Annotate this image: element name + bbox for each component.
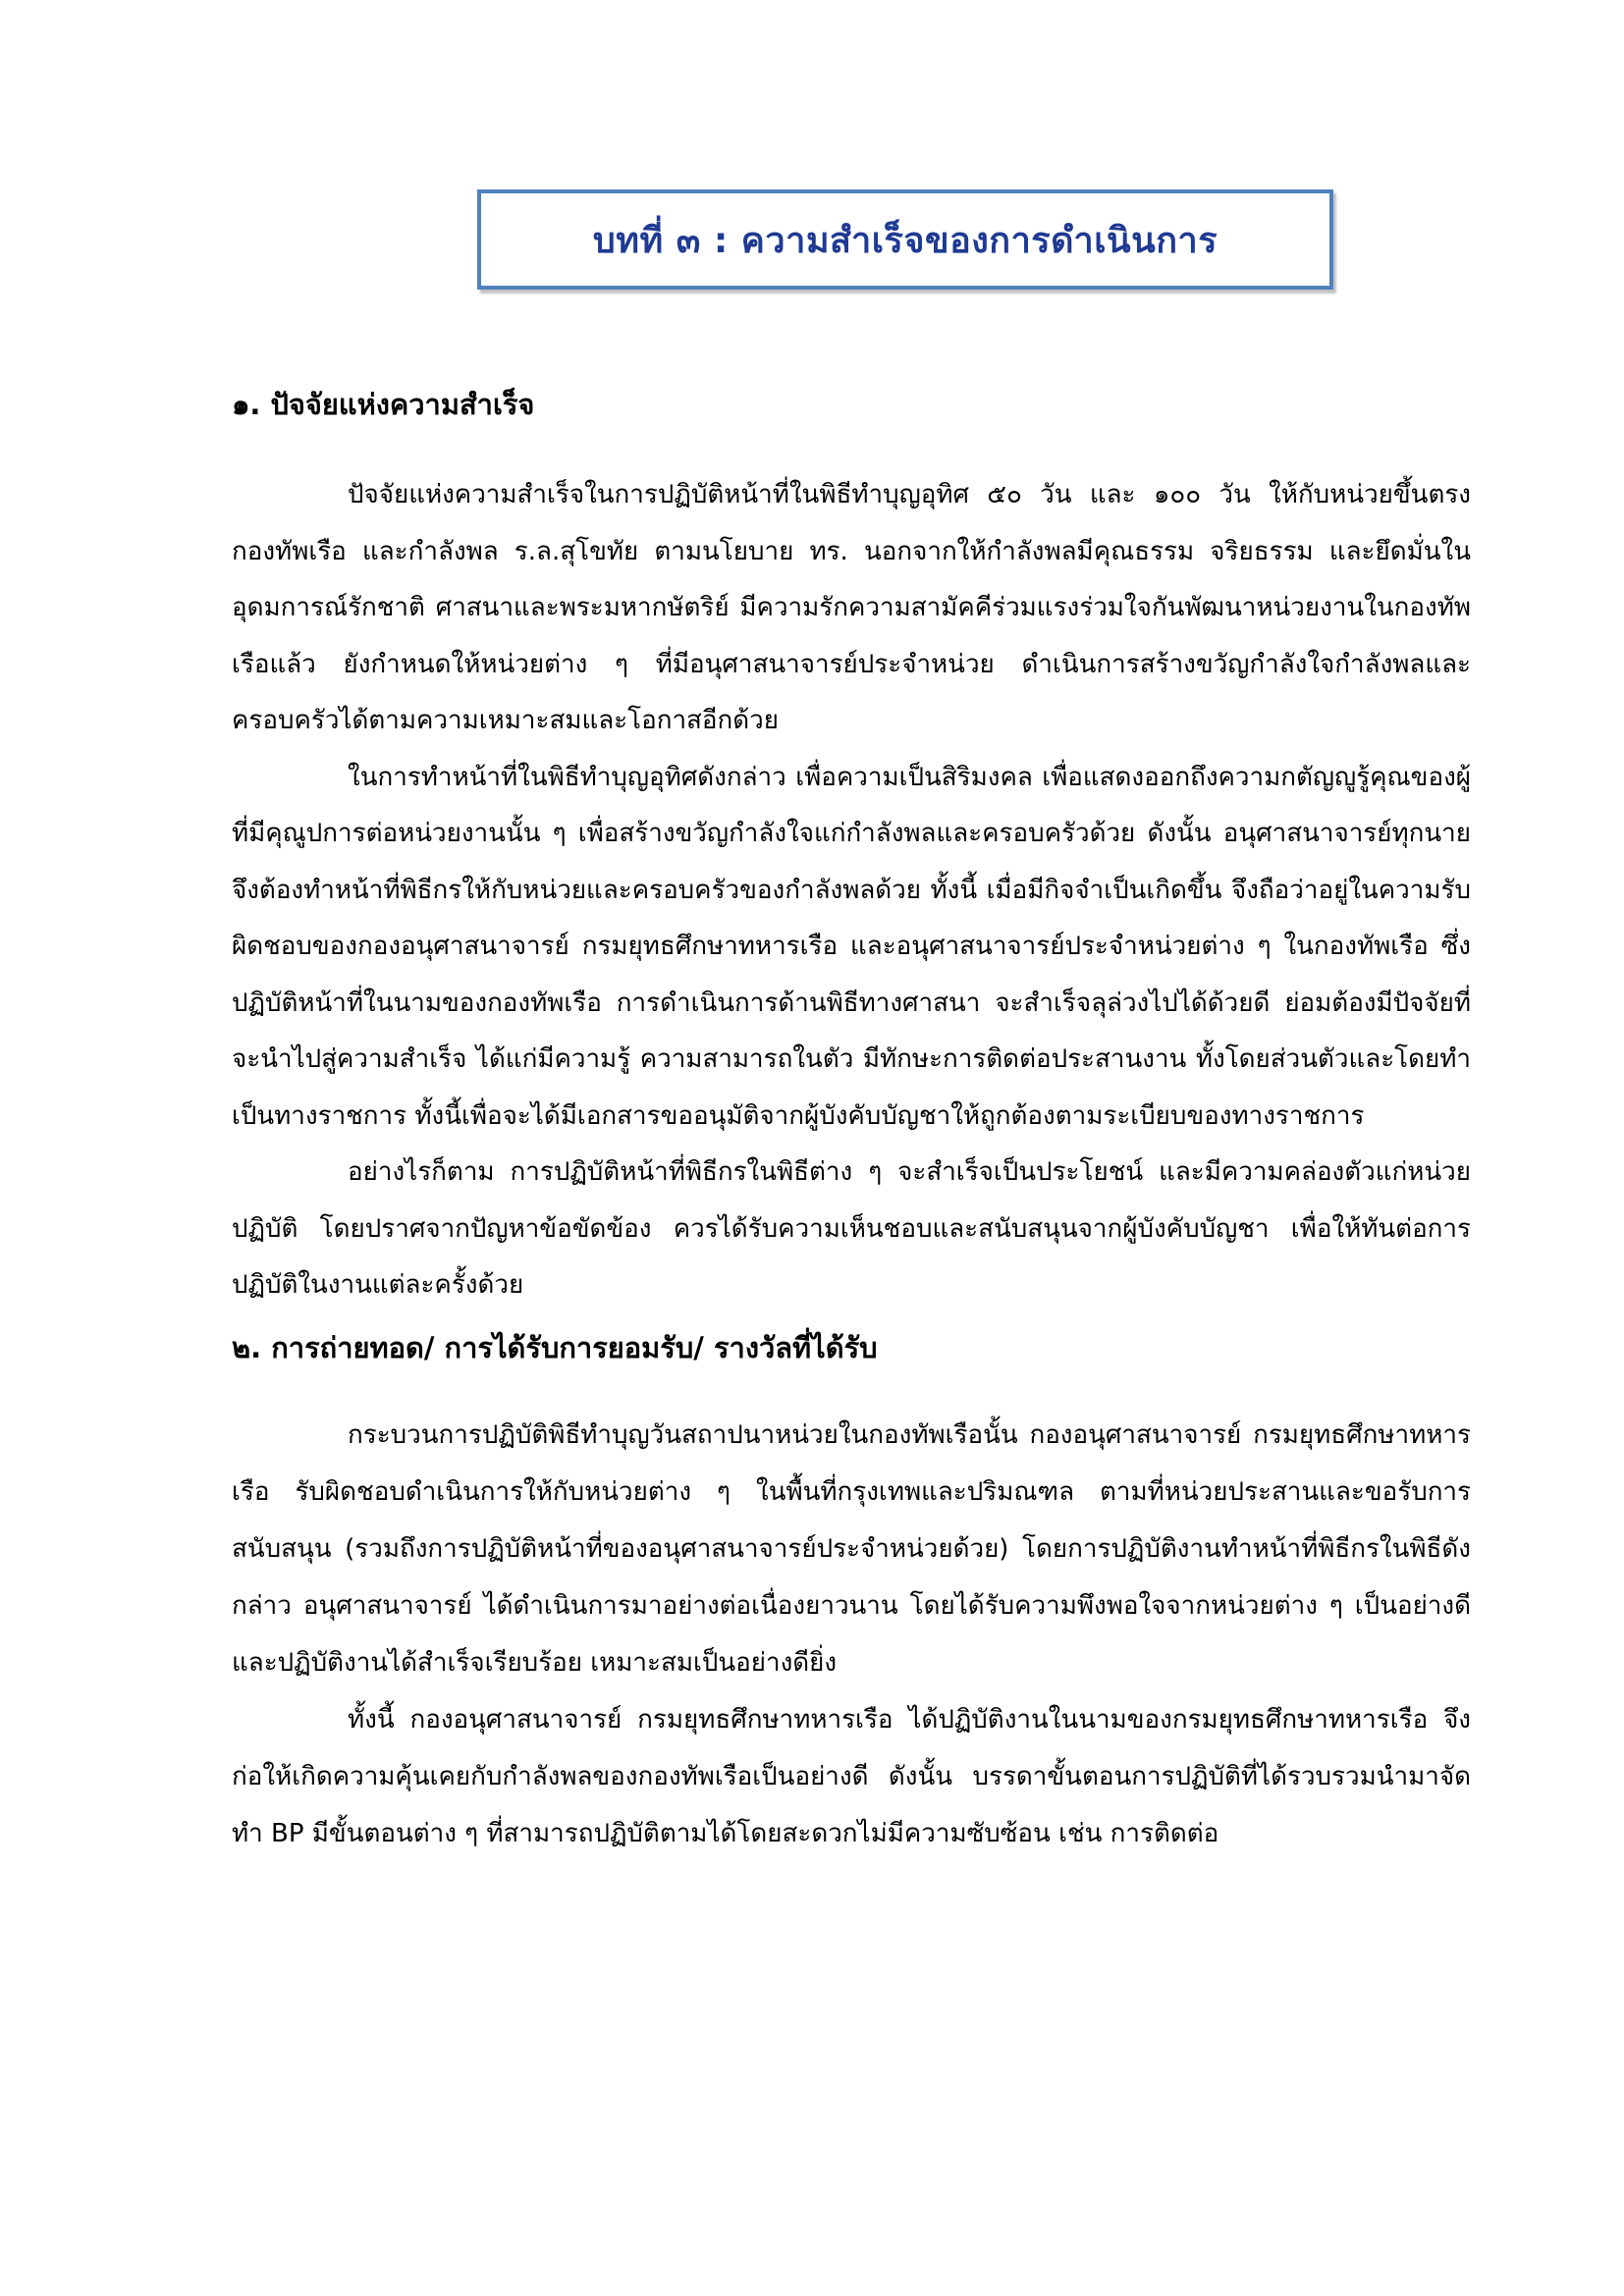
document-body bbox=[232, 373, 1471, 1862]
section-heading: ๒. การถ่ายทอด/ การได้รับการยอมรับ/ รางวัลที่ได้รับ bbox=[232, 1330, 878, 1364]
paragraph: ในการทำหน้าที่ในพิธีทำบุญอุทิศดังกล่าว เพื่อความเป็นสิริมงคล เพื่อแสดงออกถึงความกตัญญูรู้คุณของผู้ที่มีคุณูปการต่อหน่วยงานนั้น ๆ เพื่อสร้างขวัญกำลังใจแก่กำลังพลและครอบครัวด้วย ดังนั้น อนุศาสนาจารย์ทุกนายจึงต้องทำหน้าที่พิธีกรให้กับหน่วยและครอบครัวของกำลังพลด้วย ทั้งนี้ เมื่อมีกิจจำเป็นเกิดขึ้น จึงถือว่าอยู่ในความรับผิดชอบของกองอนุศาสนาจารย์ กรมยุทธศึกษาทหารเรือ และอนุศาสนาจารย์ประจำหน่วยต่าง ๆ ในกองทัพเรือ ซึ่งปฏิบัติหน้าที่ในนามของกองทัพเรือ การดำเนินการด้านพิธีทางศาสนา จะสำเร็จลุล่วงไปได้ด้วยดี ย่อมต้องมีปัจจัยที่จะนำไปสู่ความสำเร็จ ได้แก่มีความรู้ ความสามารถในตัว มีทักษะการติดต่อประสานงาน ทั้งโดยส่วนตัวและโดยทำเป็นทางราชการ ทั้งนี้เพื่อจะได้มีเอกสารขออนุมัติจากผู้บังคับบัญชาให้ถูกต้องตามระเบียบของทางราชการ bbox=[232, 762, 1471, 1131]
paragraph: กระบวนการปฏิบัติพิธีทำบุญวันสถาปนาหน่วยในกองทัพเรือนั้น กองอนุศาสนาจารย์ กรมยุทธศึกษาทหารเรือ รับผิดชอบดำเนินการให้กับหน่วยต่าง ๆ ในพื้นที่กรุงเทพและปริมณฑล ตามที่หน่วยประสานและขอรับการสนับสนุน (รวมถึงการปฏิบัติหน้าที่ของอนุศาสนาจารย์ประจำหน่วยด้วย) โดยการปฏิบัติงานทำหน้าที่พิธีกรในพิธีดังกล่าว อนุศาสนาจารย์ ได้ดำเนินการมาอย่างต่อเนื่องยาวนาน โดยได้รับความพึงพอใจจากหน่วยต่าง ๆ เป็นอย่างดี และปฏิบัติงานได้สำเร็จเรียบร้อย เหมาะสมเป็นอย่างดียิ่ง bbox=[232, 1419, 1471, 1678]
paragraph: ทั้งนี้ กองอนุศาสนาจารย์ กรมยุทธศึกษาทหารเรือ ได้ปฏิบัติงานในนามของกรมยุทธศึกษาทหารเรือ จึงก่อให้เกิดความคุ้นเคยกับกำลังพลของกองทัพเรือเป็นอย่างดี ดังนั้น บรรดาขั้นตอนการปฏิบัติที่ได้รวบรวมนำมาจัดทำ BP มีขั้นตอนต่าง ๆ ที่สามารถปฏิบัติตามได้โดยสะดวกไม่มีความซับซ้อน เช่น การติดต่อ bbox=[232, 1704, 1471, 1848]
paragraph: อย่างไรก็ตาม การปฏิบัติหน้าที่พิธีกรในพิธีต่าง ๆ จะสำเร็จเป็นประโยชน์ และมีความคล่องตัวแก่หน่วยปฏิบัติ โดยปราศจากปัญหาข้อขัดข้อง ควรได้รับความเห็นชอบและสนับสนุนจากผู้บังคับบัญชา เพื่อให้ทันต่อการปฏิบัติในงานแต่ละครั้งด้วย bbox=[232, 1157, 1471, 1300]
section-heading: ๑. ปัจจัยแห่งความสำเร็จ bbox=[232, 388, 535, 421]
section-success-factors bbox=[232, 385, 1471, 1314]
section-body bbox=[232, 1407, 1471, 1862]
section-body bbox=[232, 467, 1471, 1314]
chapter-title-box bbox=[477, 189, 1333, 290]
section-transfer-recognition bbox=[232, 1328, 1471, 1862]
paragraph: ปัจจัยแห่งความสำเร็จในการปฏิบัติหน้าที่ในพิธีทำบุญอุทิศ ๕๐ วัน และ ๑๐๐ วัน ให้กับหน่วยขึ้นตรงกองทัพเรือ และกำลังพล ร.ล.สุโขทัย ตามนโยบาย ทร. นอกจากให้กำลังพลมีคุณธรรม จริยธรรม และยึดมั่นในอุดมการณ์รักชาติ ศาสนาและพระมหากษัตริย์ มีความรักความสามัคคีร่วมแรงร่วมใจกันพัฒนาหน่วยงานในกองทัพเรือแล้ว ยังกำหนดให้หน่วยต่าง ๆ ที่มีอนุศาสนาจารย์ประจำหน่วย ดำเนินการสร้างขวัญกำลังใจกำลังพลและครอบครัวได้ตามความเหมาะสมและโอกาสอีกด้วย bbox=[232, 480, 1471, 735]
chapter-title: บทที่ ๓ : ความสำเร็จของการดำเนินการ bbox=[592, 220, 1218, 261]
